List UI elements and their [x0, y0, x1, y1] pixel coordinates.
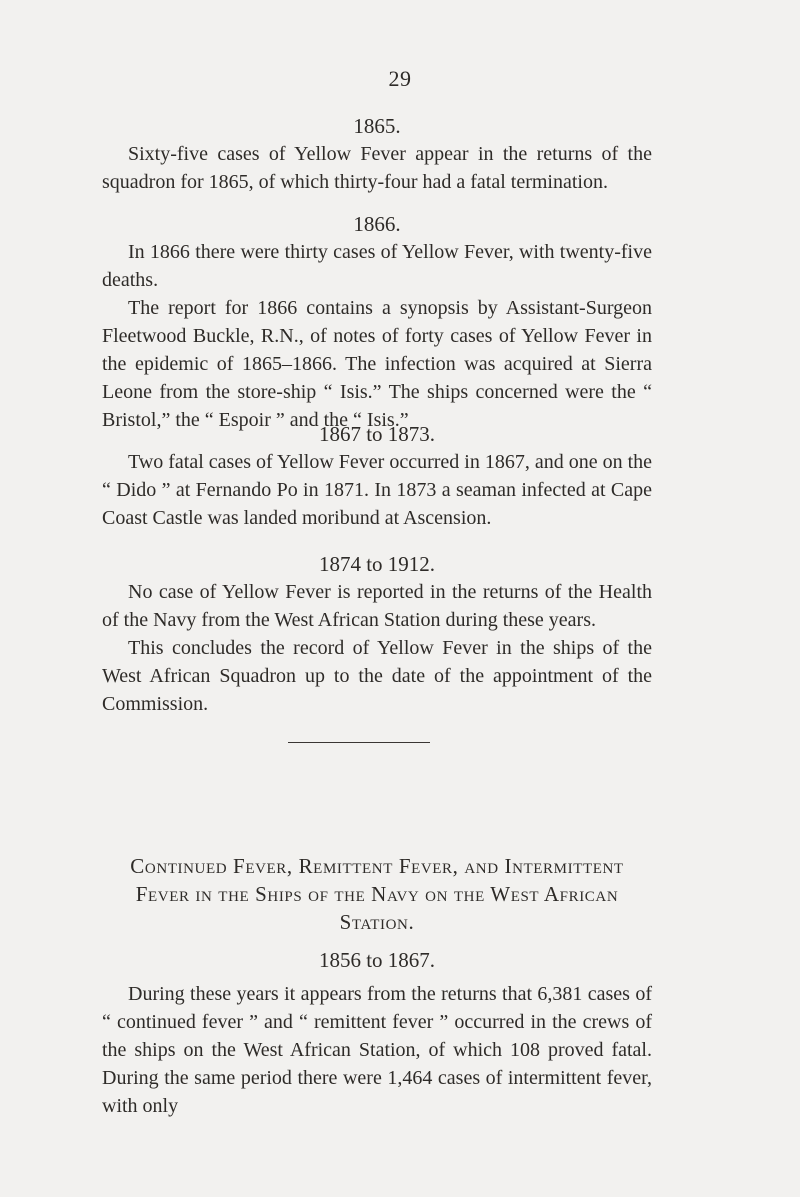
paragraph-1866-deaths: In 1866 there were thirty cases of Yellow Fever, with twenty-five deaths.	[102, 241, 652, 291]
section-1866	[102, 210, 652, 434]
page-number: 29	[388, 66, 412, 91]
section-1867-1873	[102, 420, 652, 532]
section-title-continued-fever: Continued Fever, Remittent Fever, and Intermittent Fever in the Ships of the Navy on the West African Station.	[130, 854, 624, 934]
section-1856-1867	[102, 946, 652, 1120]
paragraph-1866-report: The report for 1866 contains a synopsis by Assistant-Surgeon Fleetwood Buckle, R.N., of notes of forty cases of Yellow Fever in the epidemic of 1865–1866. The infection was acquired at Sierra Leone from the store-ship “ Isis.” The ships concerned were the “ Bristol,” the “ Espoir ” and the “ Isis.”	[102, 297, 652, 431]
paragraph-1865: Sixty-five cases of Yellow Fever appear in the returns of the squadron for 1865, of which thirty-four had a fatal termination.	[102, 143, 652, 193]
section-divider	[288, 742, 430, 743]
paragraph-1874-1912-no-case: No case of Yellow Fever is reported in the returns of the Health of the Navy from the West African Station during these years.	[102, 581, 652, 631]
year-heading-1867-1873: 1867 to 1873.	[318, 422, 436, 446]
paragraph-1867-1873: Two fatal cases of Yellow Fever occurred in 1867, and one on the “ Dido ” at Fernando Po in 1871. In 1873 a seaman infected at Cape Coast Castle was landed moribund at Ascension.	[102, 451, 653, 529]
year-heading-1865: 1865.	[353, 114, 401, 138]
year-heading-1866: 1866.	[353, 212, 401, 236]
section-1874-1912	[102, 550, 652, 718]
section-1865	[102, 112, 652, 196]
paragraph-conclusion: This concludes the record of Yellow Fever in the ships of the West African Squadron up to the date of the appointment of the Commission.	[102, 637, 652, 715]
paragraph-1856-1867: During these years it appears from the returns that 6,381 cases of “ continued fever ” and “ remittent fever ” occurred in the crews of the ships on the West African Station, of which 108 proved fatal. During the same period there were 1,464 cases of intermittent fever, with only	[102, 983, 652, 1117]
year-heading-1856-1867: 1856 to 1867.	[318, 948, 436, 972]
year-heading-1874-1912: 1874 to 1912.	[318, 552, 436, 576]
